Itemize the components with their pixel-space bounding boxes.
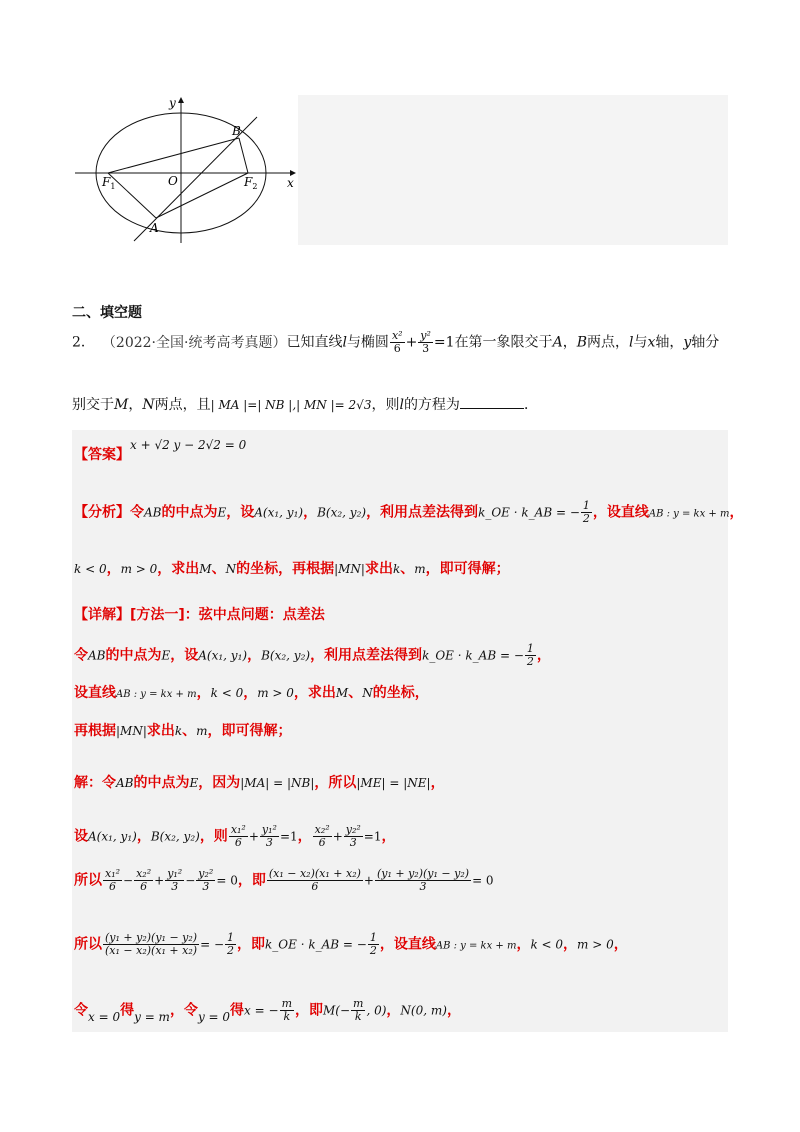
math: M(−	[323, 1003, 351, 1018]
math: E	[217, 505, 227, 520]
text: ，	[128, 397, 143, 413]
math: E	[161, 648, 171, 663]
text: 令	[74, 647, 88, 664]
frac	[313, 824, 332, 849]
text: ，	[247, 647, 262, 664]
text: ，	[516, 936, 531, 953]
frac	[351, 998, 365, 1023]
den: 2	[227, 944, 235, 957]
text: 得	[230, 1002, 245, 1019]
den: k	[283, 1010, 291, 1023]
frac-half	[525, 643, 536, 668]
math: |MA| = |NB|	[240, 776, 315, 790]
num: m	[353, 997, 364, 1010]
math: |MN|	[116, 724, 147, 738]
math: M	[199, 562, 212, 576]
text: 的坐标，再根据	[236, 561, 335, 577]
text: 、	[182, 723, 197, 739]
text: ，	[729, 504, 744, 521]
math: A(x₁, y₁)	[198, 648, 248, 663]
var-M: M	[114, 397, 129, 413]
text: ，	[446, 1002, 461, 1019]
math: B(x₂, y₂)	[150, 829, 200, 844]
den: 3	[422, 342, 430, 355]
text: ，利用点差法得到	[366, 504, 479, 521]
math: y = m	[134, 1009, 170, 1024]
num: 1	[227, 931, 235, 944]
frac	[375, 868, 471, 893]
var-N: N	[142, 397, 155, 413]
text: ，	[303, 504, 318, 521]
math: N	[225, 562, 237, 576]
math: AB : y = kx + m	[435, 940, 517, 952]
num: 1	[369, 931, 377, 944]
text: ，	[106, 561, 121, 577]
text: 、	[348, 685, 363, 701]
figure-block	[72, 95, 728, 245]
text: ，	[430, 775, 445, 791]
num: (y₁ + y₂)(y₁ − y₂)	[105, 931, 198, 944]
math: m > 0	[257, 686, 294, 700]
num: x₁²	[230, 823, 246, 836]
text: ，令	[169, 1002, 198, 1019]
num: x²	[391, 329, 403, 342]
text: ，求出	[293, 685, 336, 701]
text: 所以	[74, 872, 102, 889]
frac	[229, 824, 248, 849]
math: M	[335, 686, 349, 700]
text: ，	[297, 828, 312, 845]
text: ，设直线	[379, 936, 436, 953]
text: 两点，	[586, 334, 629, 351]
text: 、	[211, 561, 226, 577]
frac	[103, 868, 122, 893]
point-B-label: B	[232, 124, 241, 138]
den: 3	[265, 836, 273, 849]
analysis-line-2	[74, 558, 510, 578]
text: 的中点为	[161, 504, 218, 521]
text: ，即	[237, 936, 266, 953]
text: ，求出	[157, 561, 200, 577]
frac	[196, 868, 215, 893]
math: m	[414, 562, 426, 576]
text: 【分析】令	[74, 504, 144, 521]
math: m > 0	[120, 562, 158, 576]
detail-line-3	[74, 682, 429, 702]
num: y₂²	[198, 867, 214, 880]
op: −	[185, 873, 196, 888]
text: 解：令	[74, 775, 116, 791]
text: ，设	[170, 647, 199, 664]
den: 2	[369, 944, 377, 957]
frac	[134, 868, 153, 893]
den: 6	[393, 342, 401, 355]
text: 别交于	[72, 397, 114, 413]
math: k	[174, 724, 183, 738]
text: 、	[400, 561, 415, 577]
var-y: y	[683, 334, 692, 351]
math: k_OE · k_AB = −	[422, 648, 524, 663]
math: A(x₁, y₁)	[254, 505, 304, 520]
detail-line-8	[74, 932, 628, 957]
question-number: 2．	[72, 334, 95, 351]
num: x₂²	[136, 867, 152, 880]
var-l: l	[342, 334, 347, 351]
text: 在第一象限交于	[454, 334, 553, 351]
text: ，设直线	[592, 504, 649, 521]
text: ，则	[371, 397, 400, 413]
text: ，	[381, 828, 396, 845]
text: 求出	[364, 561, 393, 577]
answer-line	[74, 438, 247, 464]
text: ，即可得解；	[425, 561, 510, 577]
num: x₂²	[314, 823, 330, 836]
math: x = 0	[88, 1009, 121, 1024]
focus-F1-label: $F_1$	[102, 175, 116, 191]
den: 2	[582, 512, 590, 525]
y-label: y	[169, 96, 176, 110]
var-B: B	[576, 334, 587, 351]
text: ，	[196, 685, 211, 701]
math: =1	[363, 829, 382, 844]
math: AB	[116, 776, 134, 790]
text: 设	[74, 828, 88, 845]
math: |ME| = |NE|	[356, 776, 431, 790]
math: = −	[200, 937, 225, 952]
text: 设直线	[74, 685, 116, 701]
math: =1	[279, 829, 298, 844]
den: 3	[202, 880, 210, 893]
math: k < 0	[530, 937, 564, 952]
focus-F2-label: $F_2$	[244, 175, 258, 191]
math: AB	[144, 505, 162, 520]
den: 3	[171, 880, 179, 893]
math: A(x₁, y₁)	[88, 829, 137, 844]
detail-line-9	[74, 998, 461, 1023]
math: m	[196, 724, 208, 738]
frac	[103, 932, 199, 957]
detail-line-4	[74, 720, 292, 740]
op: −	[123, 873, 134, 888]
text: ，即	[237, 872, 266, 889]
frac	[267, 868, 363, 893]
math: x = −	[244, 1003, 279, 1018]
text: 求出	[146, 723, 175, 739]
num: 1	[582, 499, 590, 512]
num: y₁²	[167, 867, 183, 880]
math: m > 0	[577, 937, 614, 952]
var-A: A	[552, 334, 563, 351]
answer-formula: x + √2 y − 2√2 = 0	[130, 438, 247, 452]
num: 1	[526, 642, 534, 655]
math: AB : y = kx + m	[116, 689, 197, 700]
math: |MN|	[334, 562, 365, 576]
text: 的中点为	[133, 775, 190, 791]
question-line-1: 2． （2022·全国·统考高考真题）已知直线l与椭圆 $\frac{\text{x²}}{6}$ + $\frac{\text{y²}}{3}$ =1在第一象限交于A，B两点，l与x轴，y轴分	[72, 329, 720, 355]
origin-label: O	[168, 174, 178, 188]
text: 的坐标，	[372, 685, 429, 701]
text: 的方程为	[403, 397, 460, 413]
num: m	[281, 997, 292, 1010]
math: E	[189, 776, 199, 790]
detail-line-7	[74, 868, 494, 893]
text: ，则	[199, 828, 228, 845]
segment-BF2	[239, 138, 248, 173]
text: 再根据	[74, 723, 116, 739]
den: 6	[318, 836, 326, 849]
frac-half	[368, 932, 379, 957]
num: y₁²	[261, 823, 277, 836]
math: k_OE · k_AB = −	[265, 937, 367, 952]
ellipse-figure	[72, 95, 298, 245]
text: ，即	[295, 1002, 323, 1019]
text: 得	[120, 1002, 135, 1019]
den: 6	[140, 880, 148, 893]
math: B(x₂, y₂)	[317, 505, 367, 520]
math: B(x₂, y₂)	[261, 648, 311, 663]
text: 令	[74, 1002, 88, 1019]
text: ．	[523, 397, 538, 413]
var-x: x	[647, 334, 656, 351]
num: y₂²	[345, 823, 361, 836]
math: N(0, m)	[400, 1003, 447, 1018]
text: 的中点为	[105, 647, 162, 664]
num: (y₁ + y₂)(y₁ − y₂)	[376, 867, 470, 880]
text: ，	[562, 334, 577, 351]
detail-line-1: 【详解】[方法一]：弦中点问题：点差法	[74, 607, 325, 623]
math: y = 0	[197, 1009, 231, 1024]
math: AB : y = kx + m	[648, 508, 730, 520]
var-l: l	[628, 334, 634, 351]
ellipse-diagram	[72, 95, 298, 245]
section-title: 二、填空题	[72, 305, 142, 321]
text: ，	[563, 936, 578, 953]
den: k	[354, 1010, 362, 1023]
den: 6	[109, 880, 117, 893]
math: = 0	[472, 873, 494, 888]
den: (x₁ − x₂)(x₁ + x₂)	[105, 944, 198, 957]
point-A-label: A	[150, 221, 159, 235]
math: k_OE · k_AB = −	[478, 505, 580, 520]
question-line-2	[72, 394, 538, 414]
frac	[344, 824, 363, 849]
num: (x₁ − x₂)(x₁ + x₂)	[268, 867, 361, 880]
y-axis-arrow-icon	[178, 97, 184, 103]
text: 所以	[74, 936, 102, 953]
math: k < 0	[74, 562, 107, 576]
op: +	[363, 873, 374, 888]
text: ，即可得解；	[207, 723, 292, 739]
question-source: （2022·全国·统考高考真题）	[108, 334, 287, 351]
text: 两点，且	[154, 397, 211, 413]
frac	[165, 868, 184, 893]
text: ，利用点差法得到	[310, 647, 423, 664]
num: y²	[420, 329, 431, 342]
den: 3	[419, 880, 427, 893]
text: 已知直线	[286, 334, 343, 351]
var-l: l	[399, 397, 404, 413]
frac-y2-3	[418, 330, 433, 355]
text: ，	[386, 1002, 401, 1019]
num: x₁²	[105, 867, 121, 880]
op: +	[154, 873, 165, 888]
math: k	[392, 562, 401, 576]
eq: =1	[433, 334, 455, 351]
frac-half	[225, 932, 236, 957]
frac-x2-6	[390, 330, 405, 355]
text: ，因为	[198, 775, 241, 791]
frac	[260, 824, 279, 849]
text: 轴，	[655, 334, 684, 351]
math: k < 0	[210, 686, 244, 700]
condition: | MA |=| NB |,| MN |= 2√3	[210, 398, 372, 412]
text: ，设	[226, 504, 255, 521]
den: 3	[349, 836, 357, 849]
math: N	[362, 686, 373, 700]
text: ，	[613, 936, 628, 953]
text: ，	[536, 647, 551, 664]
text: ，所以	[314, 775, 357, 791]
math: , 0)	[366, 1003, 387, 1018]
den: 6	[234, 836, 242, 849]
den: 6	[311, 880, 319, 893]
math: = 0	[216, 873, 238, 888]
text: 与	[633, 334, 648, 351]
detail-line-2	[74, 643, 551, 668]
x-label: x	[287, 176, 294, 190]
detail-line-5	[74, 772, 445, 792]
text: ，	[136, 828, 151, 845]
text: 与椭圆	[346, 334, 389, 351]
frac	[280, 998, 294, 1023]
text: 轴分	[691, 334, 720, 351]
answer-tag: 【答案】	[74, 447, 130, 463]
analysis-line-1	[74, 500, 743, 525]
text: ，	[243, 685, 258, 701]
frac-half	[581, 500, 592, 525]
den: 2	[526, 655, 534, 668]
answer-blank	[460, 396, 524, 409]
math: AB	[88, 648, 106, 663]
detail-line-6: 设A(x₁, y₁)，B(x₂, y₂)，则 $\frac{\text{x₁²}}{6}$ + $\frac{\text{y₁²}}{3}$ =1， $\frac{\text{x₂²}}{6}$ + $\frac{\text{y₂²}}{3}$ =1，	[74, 823, 396, 849]
